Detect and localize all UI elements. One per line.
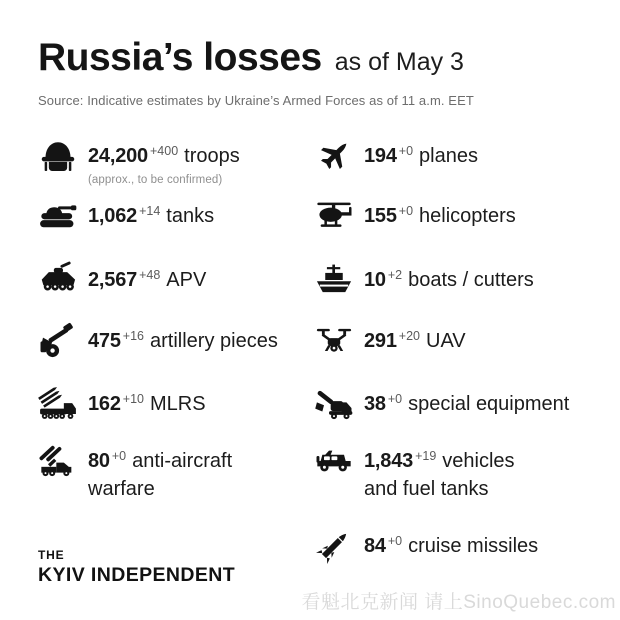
tank-icon — [38, 196, 78, 236]
stat-line — [364, 448, 515, 476]
stat-delta: +0 — [387, 392, 403, 406]
stat-line — [364, 143, 478, 171]
stat-delta: +0 — [387, 534, 403, 548]
stat-line — [364, 267, 534, 295]
stat-label: anti-aircraft — [132, 450, 233, 472]
stat-delta: +0 — [398, 144, 414, 158]
kyiv-independent-logo — [38, 548, 235, 587]
stat-label: cruise missiles — [408, 535, 539, 557]
crane-truck-icon — [314, 384, 354, 424]
page-title: Russia’s losses — [38, 36, 322, 79]
stat-line — [88, 391, 206, 419]
stat-mlrs — [38, 391, 314, 448]
helmet-icon — [38, 136, 78, 176]
stat-value: 1,843 — [364, 450, 414, 472]
stat-line — [364, 328, 466, 356]
stat-line — [88, 448, 232, 476]
logo-line1: THE — [38, 548, 65, 562]
stat-line — [88, 328, 278, 356]
stat-delta: +0 — [111, 449, 127, 463]
aa-truck-icon — [38, 441, 78, 481]
stat-delta: +10 — [122, 392, 144, 406]
stat-label: APV — [166, 269, 207, 291]
stat-label: boats / cutters — [408, 269, 534, 291]
stat-apv — [38, 267, 314, 328]
stat-line — [364, 203, 516, 231]
jeep-icon — [314, 441, 354, 481]
stat-value: 24,200 — [88, 145, 148, 167]
stat-value: 155 — [364, 205, 397, 227]
stat-value: 1,062 — [88, 205, 138, 227]
stat-tanks — [38, 203, 314, 267]
mlrs-icon — [38, 384, 78, 424]
stat-delta: +0 — [398, 204, 414, 218]
stat-label: MLRS — [150, 393, 206, 415]
stat-delta: +20 — [398, 329, 420, 343]
stat-special-equipment — [314, 391, 606, 448]
stat-planes — [314, 143, 606, 203]
stat-delta: +19 — [415, 449, 437, 463]
stat-label: helicopters — [419, 205, 516, 227]
stat-value: 84 — [364, 535, 386, 557]
stat-label: planes — [419, 145, 478, 167]
stat-line — [88, 203, 214, 231]
stat-artillery — [38, 328, 314, 391]
stat-troops — [38, 143, 314, 203]
stat-vehicles — [314, 448, 606, 533]
stat-note: (approx., to be confirmed) — [88, 174, 223, 186]
watermark: 看魁北克新闻 请上SinoQuebec.com — [301, 592, 616, 613]
artillery-icon — [38, 321, 78, 361]
stat-line — [88, 143, 240, 171]
stat-delta: +48 — [139, 268, 161, 282]
stat-boats — [314, 267, 606, 328]
fighter-jet-icon — [314, 136, 354, 176]
stat-cruise-missiles — [314, 533, 606, 566]
stat-delta: +16 — [122, 329, 144, 343]
stat-label-line2: and fuel tanks — [364, 478, 489, 500]
boat-icon — [314, 260, 354, 300]
stat-line — [88, 267, 206, 295]
stat-label: tanks — [166, 205, 215, 227]
stat-line — [364, 533, 538, 561]
stat-value: 291 — [364, 330, 397, 352]
stat-uav — [314, 328, 606, 391]
header — [38, 36, 600, 108]
helicopter-icon — [314, 196, 354, 236]
stat-delta: +400 — [149, 144, 179, 158]
stat-delta: +14 — [139, 204, 161, 218]
stat-label: vehicles — [442, 450, 515, 472]
stat-label: special equipment — [408, 393, 570, 415]
title-line — [38, 36, 600, 80]
stat-value: 80 — [88, 450, 110, 472]
stat-label: troops — [184, 145, 240, 167]
stat-value: 194 — [364, 145, 397, 167]
stat-line — [364, 391, 569, 419]
stat-value: 162 — [88, 393, 121, 415]
stat-value: 10 — [364, 269, 386, 291]
stat-value: 475 — [88, 330, 121, 352]
apv-icon — [38, 260, 78, 300]
stat-value: 38 — [364, 393, 386, 415]
page-subtitle: as of May 3 — [334, 48, 464, 76]
stats-grid — [38, 143, 606, 566]
stat-delta: +2 — [387, 268, 403, 282]
cruise-missile-icon — [314, 526, 354, 566]
stat-value: 2,567 — [88, 269, 138, 291]
stat-label: artillery pieces — [150, 330, 278, 352]
logo-line2: KYIV INDEPENDENT — [38, 564, 236, 586]
source-note: Source: Indicative estimates by Ukraine’s Armed Forces as of 11 a.m. EET — [38, 93, 474, 108]
stat-label: UAV — [426, 330, 466, 352]
stat-anti-aircraft — [38, 448, 314, 533]
stat-helicopters — [314, 203, 606, 267]
drone-icon — [314, 321, 354, 361]
stat-label-line2: warfare — [88, 478, 155, 500]
